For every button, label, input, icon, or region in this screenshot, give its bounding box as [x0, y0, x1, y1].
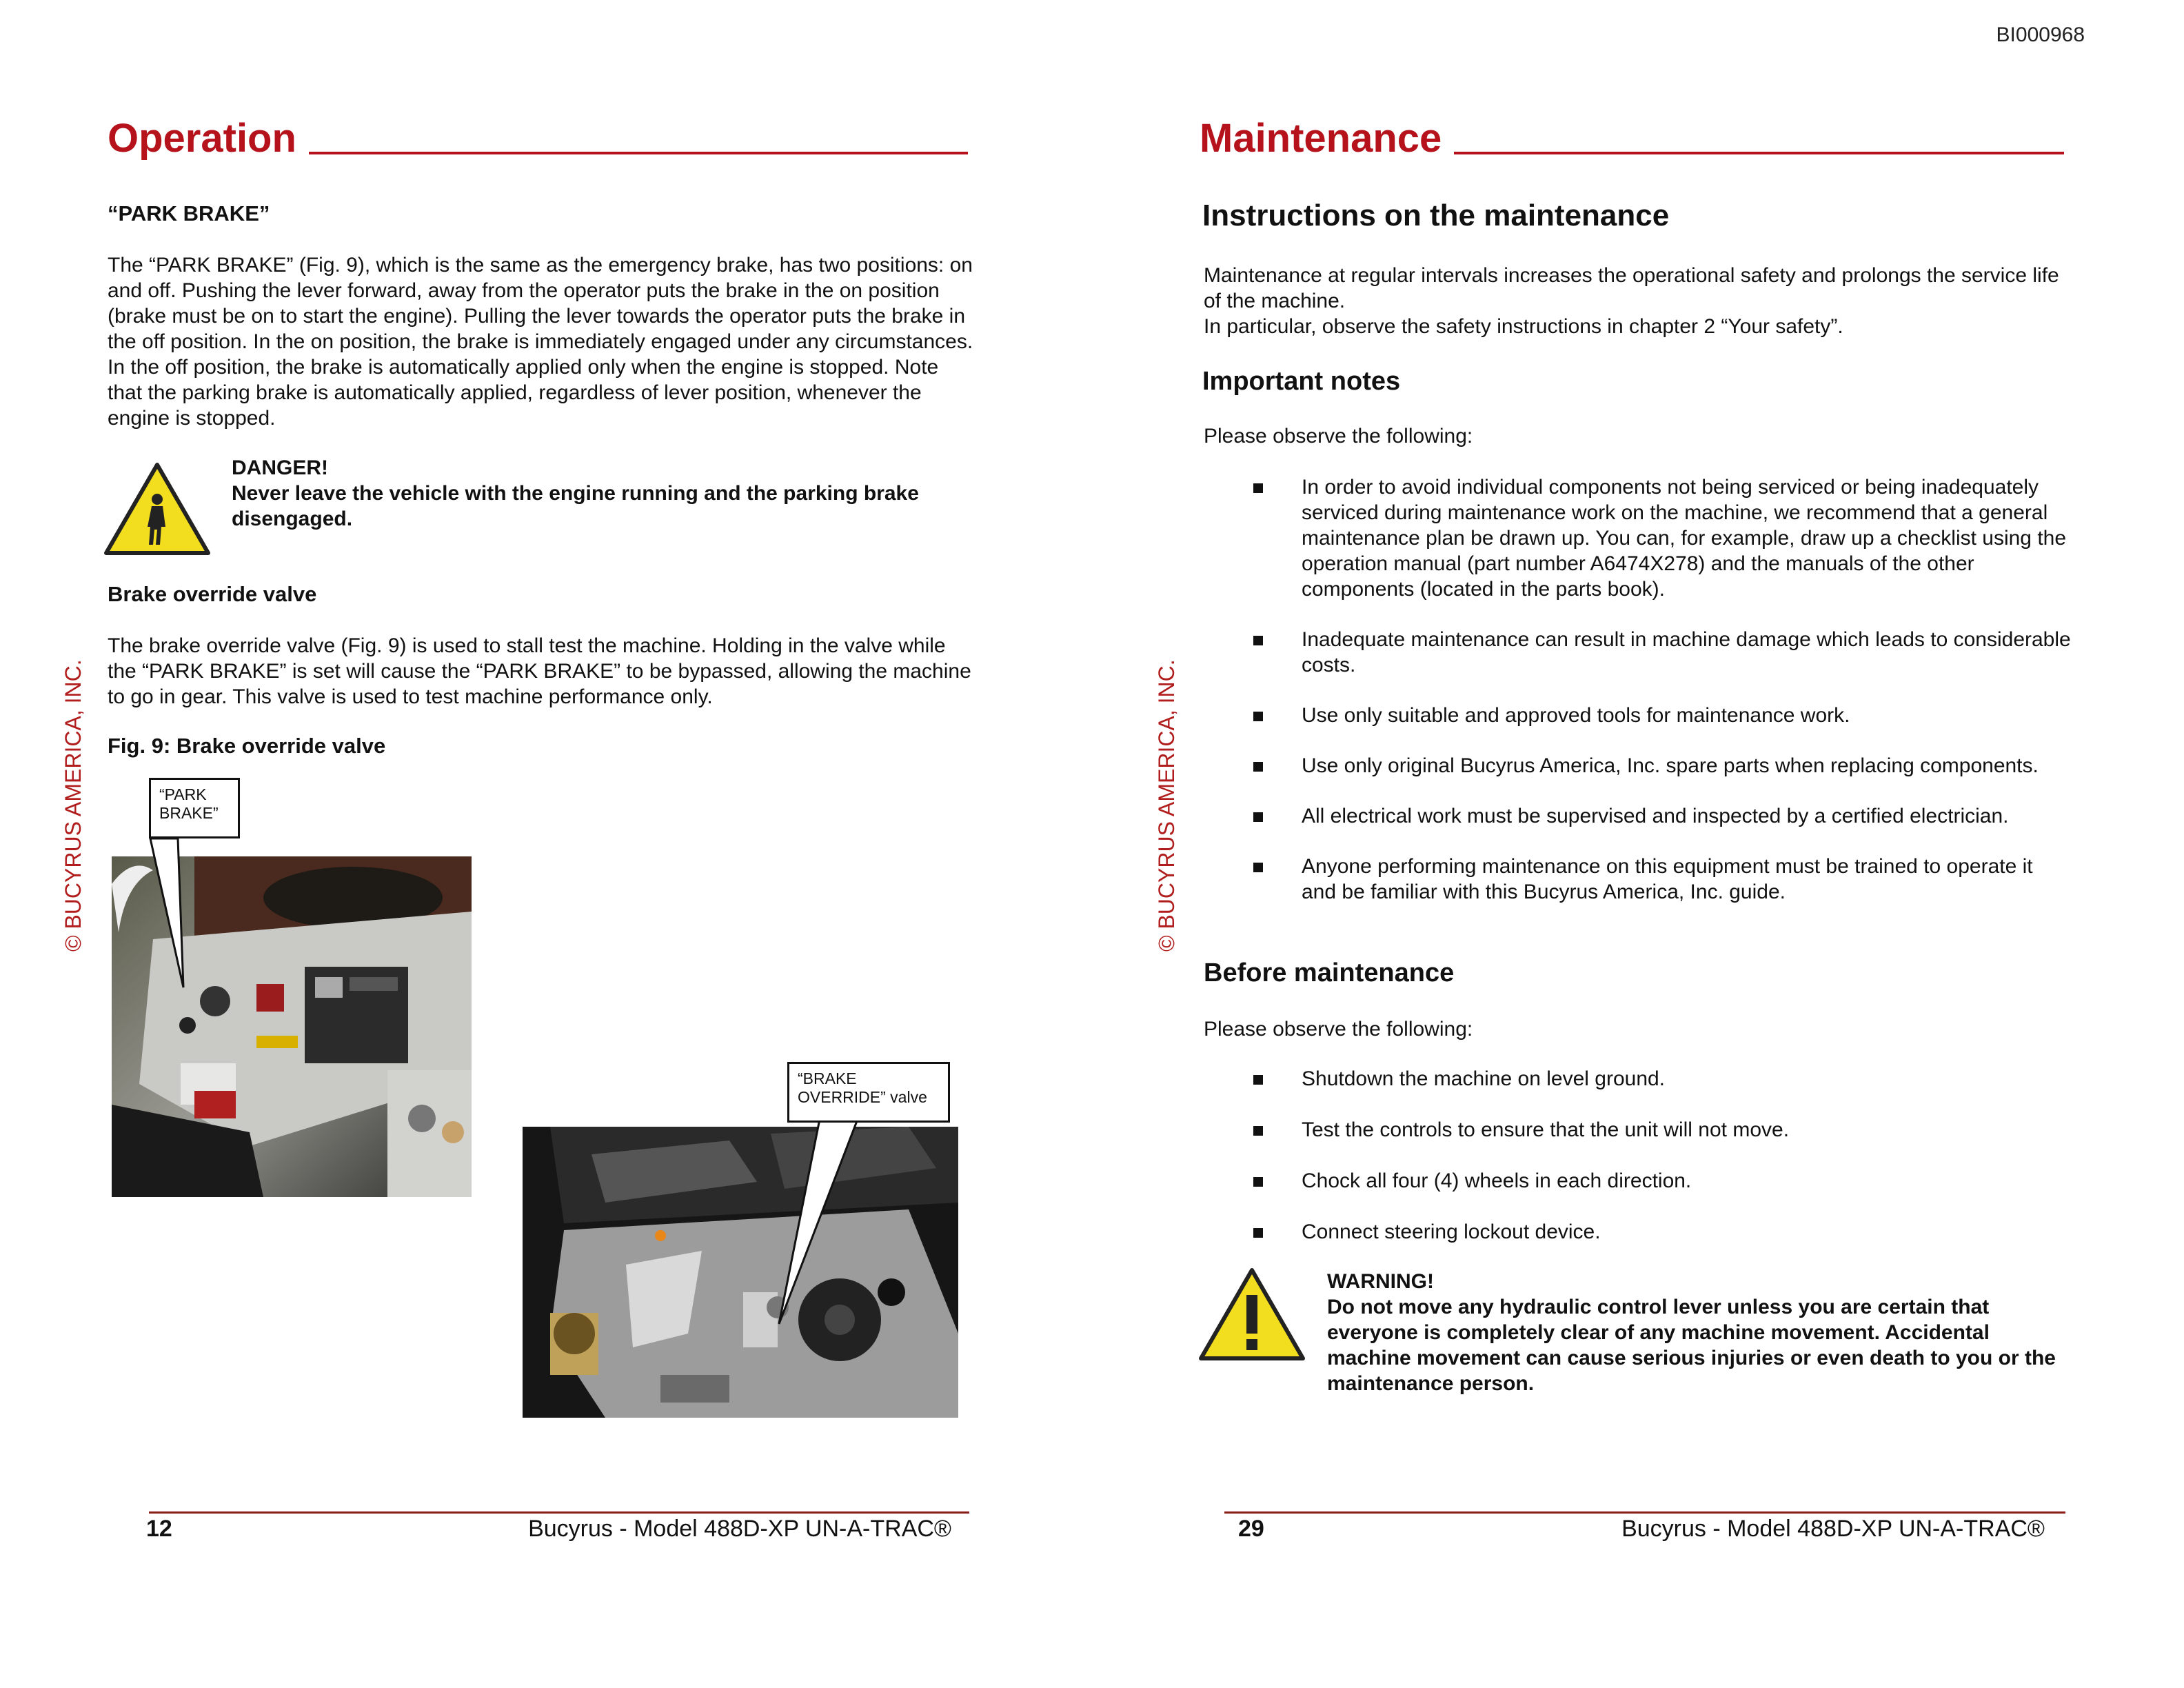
override-paragraph: The brake override valve (Fig. 9) is used to stall test the machine. Holding in the valve while the “PARK BRAKE” is set will cause the “PARK BRAKE” to be bypassed, allowing the machine to go in gear. This valve is used to test machine performance only.	[108, 634, 971, 708]
instructions-heading: Instructions on the maintenance	[1202, 199, 1670, 232]
list-item: Test the controls to ensure that the unit will not move.	[1204, 1117, 2072, 1143]
section-title-text: Operation	[108, 116, 296, 161]
page-number: 29	[1238, 1516, 1264, 1542]
bullet-square-icon	[1253, 1228, 1263, 1238]
list-item: Inadequate maintenance can result in machine damage which leads to considerable costs.	[1204, 627, 2072, 678]
list-item: Use only original Bucyrus America, Inc. spare parts when replacing components.	[1204, 753, 2072, 778]
list-item: In order to avoid individual components not being serviced or being inadequately serviced during maintenance work on the machine, we recommend that a general maintenance plan be drawn up. You can, for example, draw up a checklist using the operation manual (part number A6474X278) and the manuals of the other components (located in the parts book).	[1204, 474, 2072, 602]
footer-model: Bucyrus - Model 488D-XP UN-A-TRAC®	[1621, 1516, 2045, 1542]
bullet-square-icon	[1253, 636, 1263, 645]
override-callout: “BRAKE OVERRIDE” valve	[787, 1062, 950, 1123]
before-list	[1204, 1066, 2072, 1245]
bullet-square-icon	[1253, 812, 1263, 822]
notes-heading: Important notes	[1202, 367, 1401, 396]
footer-rule	[1224, 1511, 2065, 1514]
section-title-text: Maintenance	[1200, 116, 1442, 161]
document-id: BI000968	[1996, 23, 2085, 46]
warning-text: Do not move any hydraulic control lever unless you are certain that everyone is completely clear of any machine movement. Accidental machine movement can cause serious injuries or even death to you or the maintenance person.	[1327, 1296, 2056, 1395]
footer-rule	[149, 1511, 969, 1514]
list-item: Connect steering lockout device.	[1204, 1219, 2072, 1245]
danger-title: DANGER!	[232, 456, 328, 479]
bullet-square-icon	[1253, 863, 1263, 872]
footer-model: Bucyrus - Model 488D-XP UN-A-TRAC®	[528, 1516, 951, 1542]
warning-title: WARNING!	[1327, 1270, 1434, 1293]
list-item: Shutdown the machine on level ground.	[1204, 1066, 2072, 1092]
page-maintenance	[1092, 0, 2184, 1688]
override-heading: Brake override valve	[108, 582, 317, 606]
brake-override-photo	[523, 1127, 958, 1418]
instructions-paragraph-1: Maintenance at regular intervals increases the operational safety and prolongs the service life of the machine.	[1204, 264, 2059, 312]
park-brake-callout-pointer	[138, 827, 248, 993]
park-brake-paragraph: The “PARK BRAKE” (Fig. 9), which is the same as the emergency brake, has two positions: on and off. Pushing the lever forward, away from the operator puts the brake in the on position (brake must be on to start the engine). Pulling the lever towards the operator puts the brake in the off position. In the on position, the brake is immediately engaged under any circumstances. In the off position, the brake is automatically applied only when the engine is stopped. Note that the parking brake is automatically applied, regardless of lever position, whenever the engine is stopped.	[108, 254, 973, 430]
before-intro: Please observe the following:	[1204, 1018, 1473, 1041]
instructions-paragraph-2: In particular, observe the safety instructions in chapter 2 “Your safety”.	[1204, 315, 1843, 338]
override-callout-pointer	[758, 1110, 869, 1331]
bullet-square-icon	[1253, 712, 1263, 721]
bullet-square-icon	[1253, 1126, 1263, 1136]
list-item: Anyone performing maintenance on this equipment must be trained to operate it and be familiar with this Bucyrus America, Inc. guide.	[1204, 854, 2072, 905]
copyright-vertical: © BUCYRUS AMERICA, INC.	[1154, 659, 1179, 952]
section-title-operation	[108, 103, 968, 159]
before-heading: Before maintenance	[1204, 958, 1455, 987]
bullet-square-icon	[1253, 762, 1263, 772]
list-item: Chock all four (4) wheels in each direction.	[1204, 1168, 2072, 1194]
title-rule	[1454, 152, 2064, 154]
park-brake-callout: “PARK BRAKE”	[149, 778, 240, 838]
page-number: 12	[146, 1516, 172, 1542]
danger-text: Never leave the vehicle with the engine running and the parking brake disengaged.	[232, 482, 919, 530]
list-item: All electrical work must be supervised and inspected by a certified electrician.	[1204, 803, 2072, 829]
notes-list	[1204, 474, 2072, 905]
exclamation-warning-icon	[1197, 1266, 1307, 1363]
park-brake-heading: “PARK BRAKE”	[108, 201, 270, 225]
bullet-square-icon	[1253, 483, 1263, 493]
danger-person-warning-icon	[102, 461, 212, 557]
copyright-vertical: © BUCYRUS AMERICA, INC.	[61, 659, 85, 952]
bullet-square-icon	[1253, 1177, 1263, 1187]
bullet-square-icon	[1253, 1075, 1263, 1085]
title-rule	[309, 152, 968, 154]
notes-intro: Please observe the following:	[1204, 425, 1473, 448]
figure-caption: Fig. 9: Brake override valve	[108, 734, 386, 758]
section-title-maintenance	[1200, 103, 2064, 159]
list-item: Use only suitable and approved tools for maintenance work.	[1204, 703, 2072, 728]
